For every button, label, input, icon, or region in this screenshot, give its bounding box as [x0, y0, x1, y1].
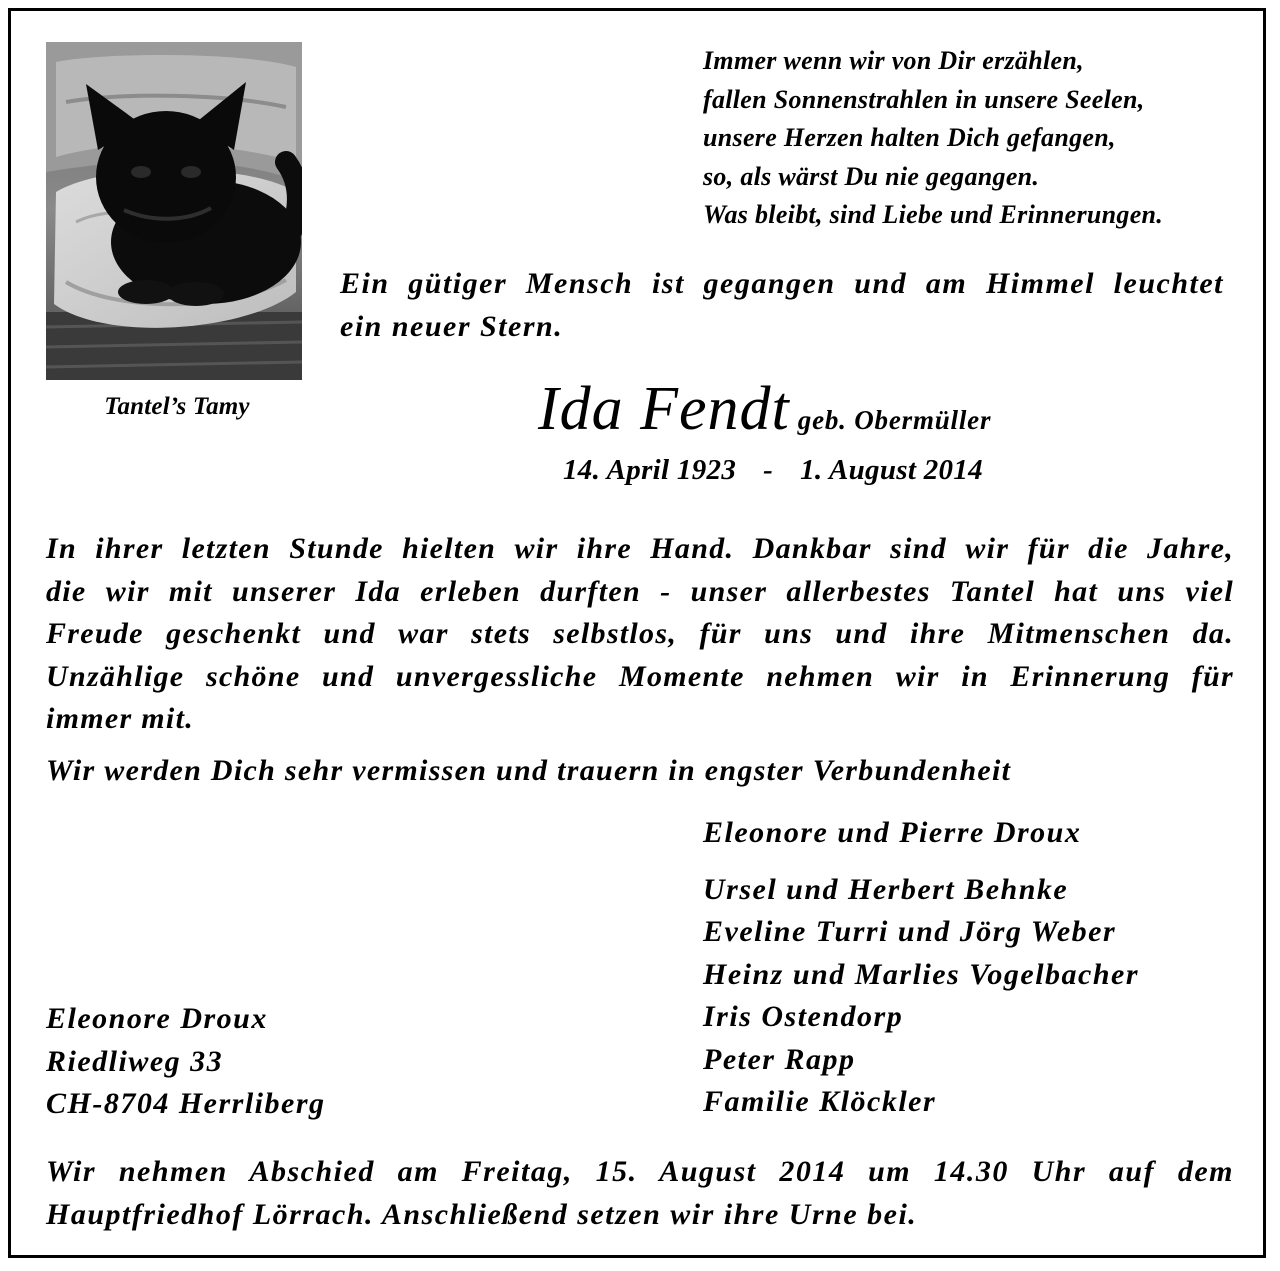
- farewell-line: Hauptfriedhof Lörrach. Anschließend setzen wir ihre Urne bei.: [46, 1198, 918, 1231]
- black-cat-photo-icon: [46, 42, 302, 380]
- poem-line: Was bleibt, sind Liebe und Erinnerungen.: [703, 200, 1164, 229]
- mourner-primary: Eleonore und Pierre Droux: [703, 816, 1082, 849]
- body-line: Freude geschenkt und war stets selbstlos, für uns und ihre Mitmenschen da.: [46, 617, 1234, 650]
- poem: [703, 42, 1263, 235]
- intro-line: Ein gütiger Mensch ist gegangen und am Himmel leuchtet: [340, 267, 1224, 300]
- address-line: Riedliweg 33: [46, 1044, 224, 1078]
- address-line: Eleonore Droux: [46, 1002, 268, 1035]
- poem-line: fallen Sonnenstrahlen in unsere Seelen,: [703, 84, 1145, 114]
- poem-line: unsere Herzen halten Dich gefangen,: [703, 123, 1116, 152]
- life-dates: [563, 454, 983, 487]
- date-separator: -: [763, 454, 774, 486]
- body-line: immer mit.: [46, 702, 194, 735]
- farewell-notice: [46, 1150, 1234, 1236]
- intro-text: [340, 262, 1224, 348]
- maiden-name: geb. Obermüller: [797, 405, 992, 435]
- poem-line: so, als wärst Du nie gegangen.: [703, 161, 1040, 191]
- deceased-name: Ida Fendt: [538, 375, 790, 443]
- poem-line: Immer wenn wir von Dir erzählen,: [703, 46, 1084, 75]
- closing-line: Wir werden Dich sehr vermissen und trauern in engster Verbundenheit: [46, 754, 1012, 787]
- mourner-name: Iris Ostendorp: [703, 1000, 904, 1033]
- photo-caption: Tantel’s Tamy: [104, 393, 250, 420]
- body-paragraph: [46, 528, 1234, 741]
- contact-address: [46, 998, 326, 1126]
- intro-line: ein neuer Stern.: [340, 310, 564, 343]
- address-line: CH-8704 Herrliberg: [46, 1087, 326, 1120]
- deceased-heading: [538, 374, 991, 445]
- mourner-name: Heinz und Marlies Vogelbacher: [703, 957, 1140, 991]
- body-line: die wir mit unserer Ida erleben durften - unser allerbestes Tantel hat uns viel: [46, 574, 1234, 608]
- mourner-name: Ursel und Herbert Behnke: [703, 872, 1069, 906]
- farewell-line: Wir nehmen Abschied am Freitag, 15. August 2014 um 14.30 Uhr auf dem: [46, 1155, 1234, 1188]
- birth-date: 14. April 1923: [563, 454, 737, 486]
- mourners-list: [703, 812, 1139, 1124]
- mourner-name: Peter Rapp: [703, 1042, 856, 1076]
- mourner-name: Eveline Turri und Jörg Weber: [703, 915, 1117, 948]
- body-line: In ihrer letzten Stunde hielten wir ihre Hand. Dankbar sind wir für die Jahre,: [46, 532, 1234, 565]
- body-line: Unzählige schöne und unvergessliche Momente nehmen wir in Erinnerung für: [46, 659, 1234, 693]
- death-date: 1. August 2014: [800, 454, 983, 486]
- mourner-name: Familie Klöckler: [703, 1085, 937, 1118]
